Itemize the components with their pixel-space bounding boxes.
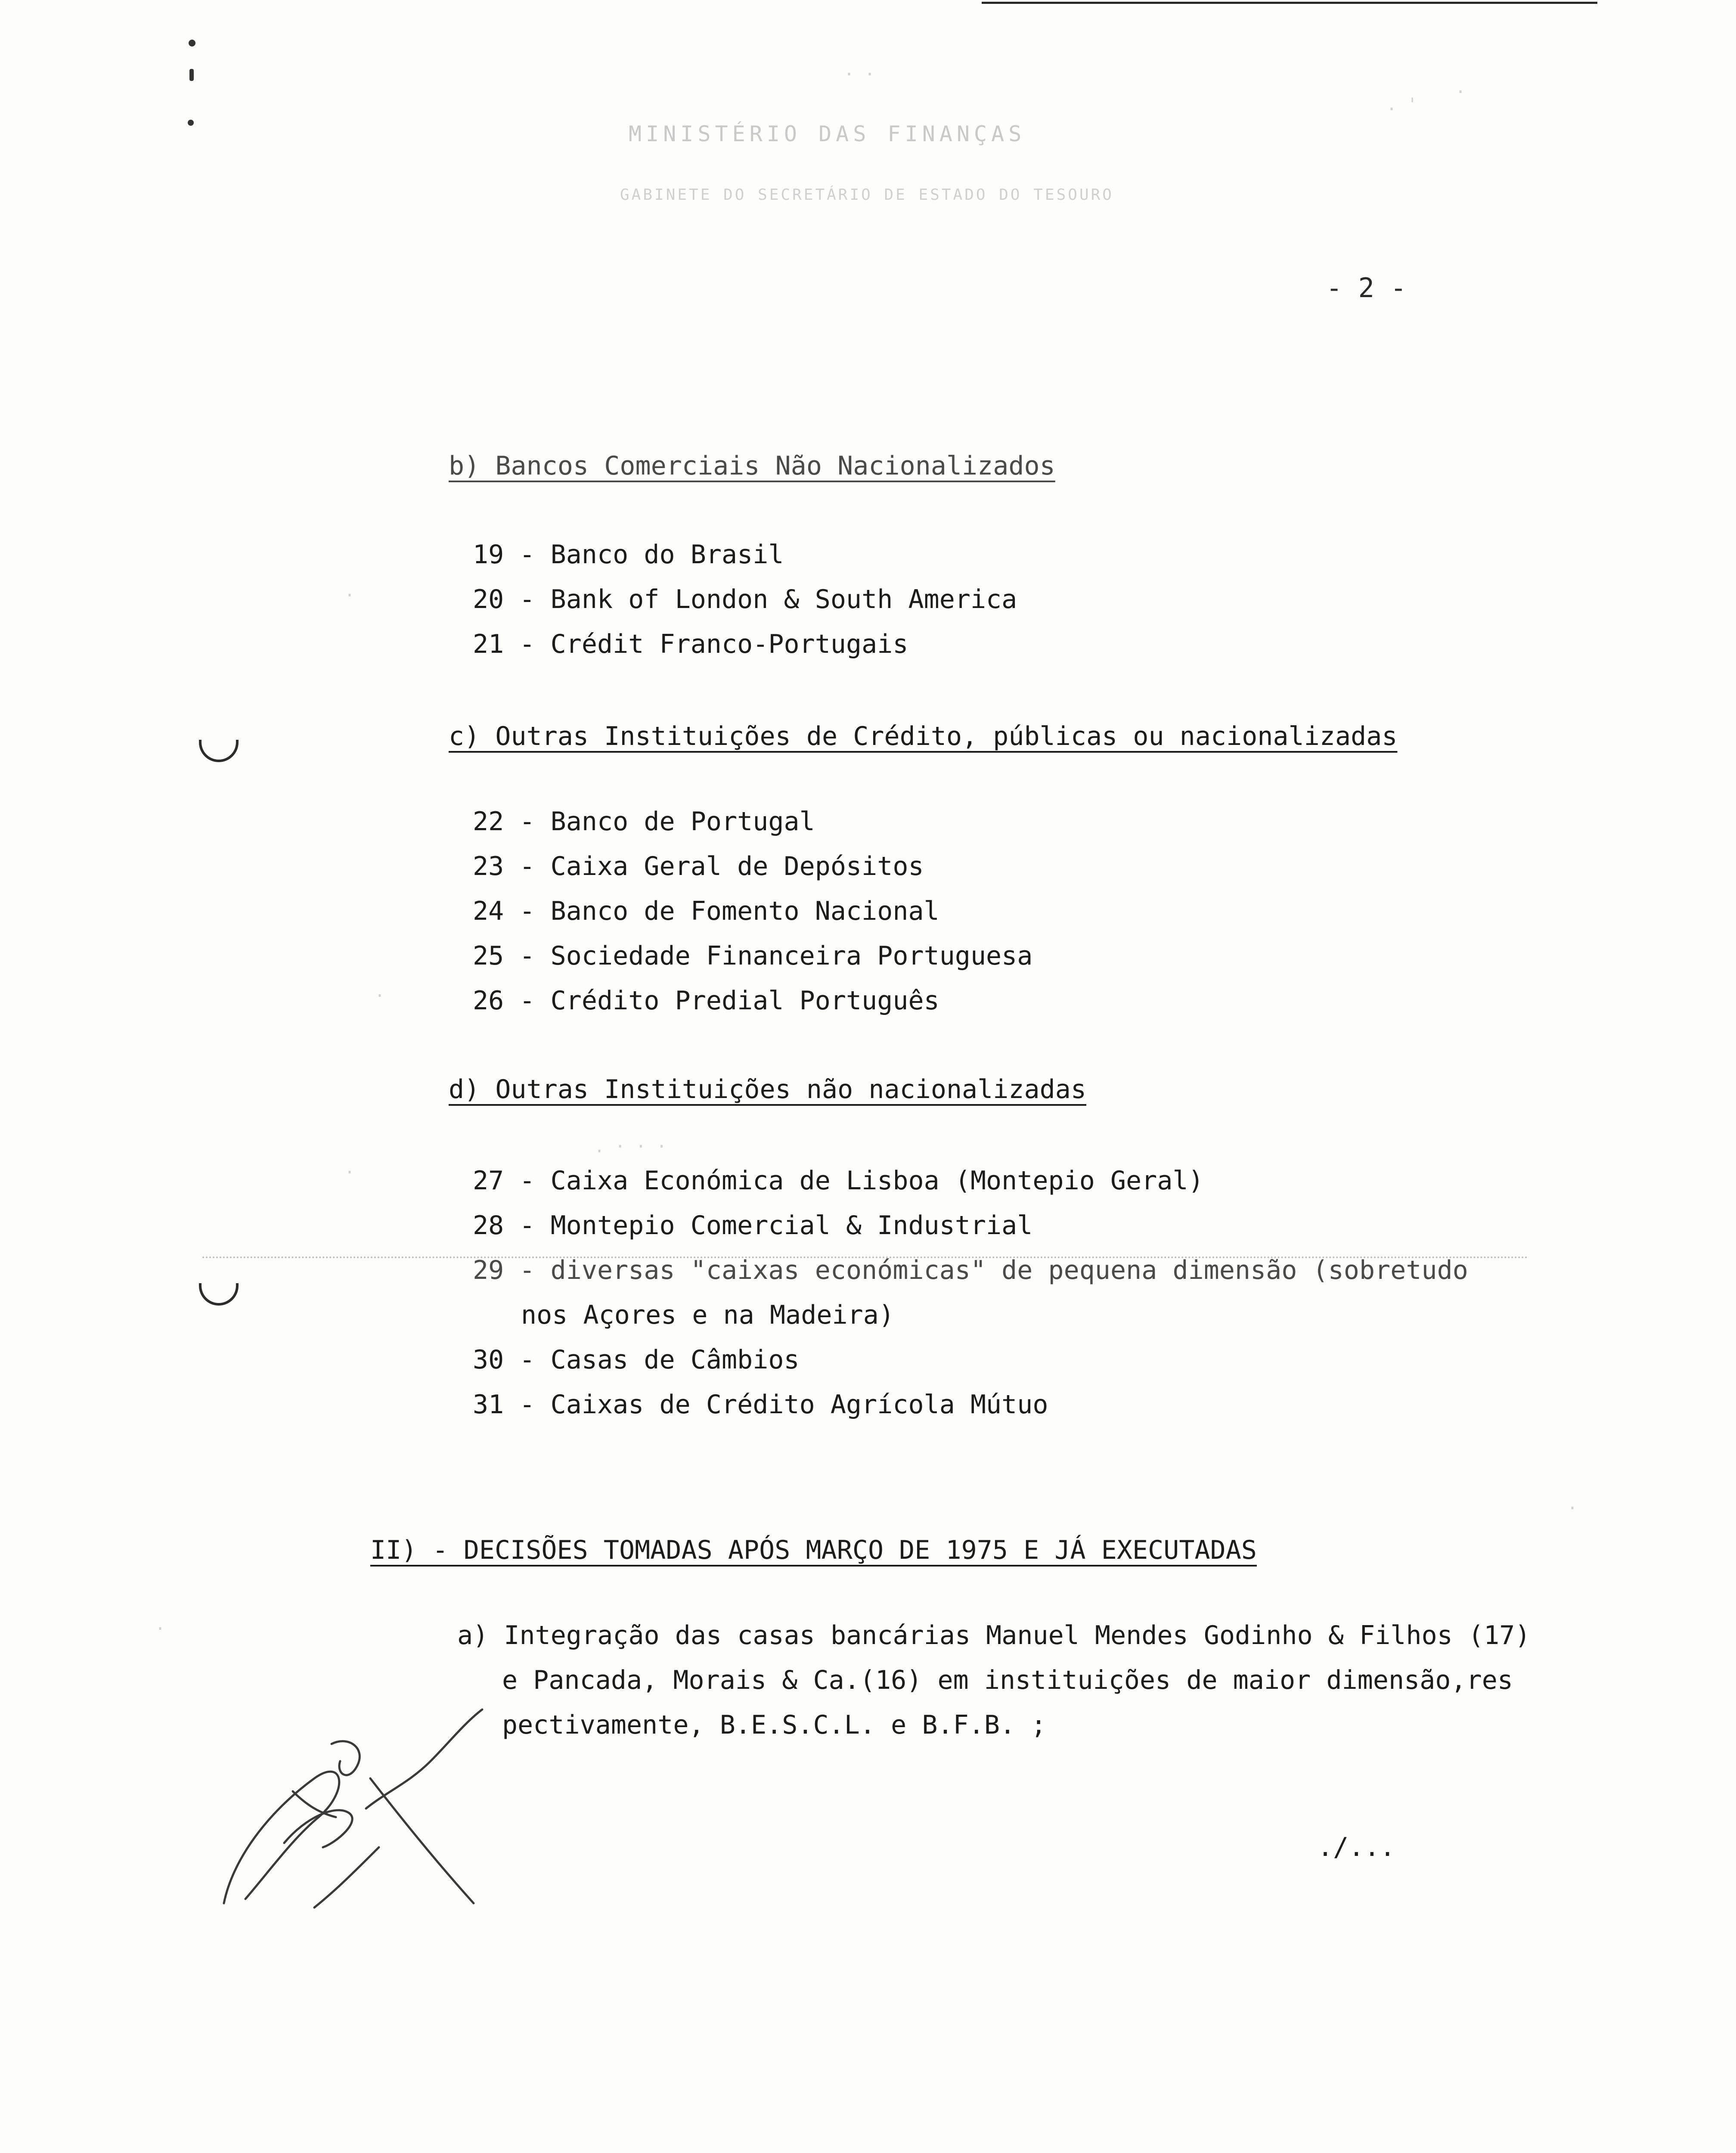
letterhead-subtitle: GABINETE DO SECRETÁRIO DE ESTADO DO TESOURO	[620, 186, 1114, 204]
margin-mark	[189, 40, 195, 47]
paragraph-line: pectivamente, B.E.S.C.L. e B.F.B. ;	[502, 1710, 1047, 1740]
scan-smudge: ·	[344, 1163, 355, 1182]
list-item: 22 - Banco de Portugal	[473, 807, 815, 837]
list-item-continuation: nos Açores e na Madeira)	[521, 1300, 894, 1330]
scan-smudge: ·	[344, 586, 355, 605]
scan-smudge: .	[1455, 78, 1466, 97]
list-item: 19 - Banco do Brasil	[473, 540, 784, 570]
section-d-heading: d) Outras Instituições não nacionalizadas	[449, 1074, 1087, 1104]
list-item: 27 - Caixa Económica de Lisboa (Montepio Geral)	[473, 1166, 1204, 1196]
page-number: - 2 -	[1326, 272, 1407, 304]
list-item: 25 - Sociedade Financeira Portuguesa	[473, 941, 1033, 971]
list-item: 31 - Caixas de Crédito Agrícola Mútuo	[473, 1390, 1048, 1420]
paragraph-line: e Pancada, Morais & Ca.(16) em instituições de maior dimensão,res	[502, 1665, 1513, 1695]
scan-smudge: . '	[1386, 95, 1418, 115]
punch-hole	[199, 1283, 239, 1306]
margin-mark	[189, 69, 194, 81]
scan-smudge: · ·	[844, 65, 875, 84]
section-c-heading: c) Outras Instituições de Crédito, públicas ou nacionalizadas	[449, 721, 1398, 751]
top-edge-rule	[982, 2, 1597, 4]
scan-smudge: ·	[1567, 1498, 1578, 1518]
margin-mark	[188, 120, 194, 126]
scan-smudge: . · · ·	[594, 1137, 667, 1157]
list-item: 29 - diversas "caixas económicas" de pequena dimensão (sobretudo	[473, 1255, 1468, 1285]
continuation-mark: ./...	[1318, 1832, 1395, 1862]
scan-smudge: ·	[375, 986, 385, 1006]
section-ii-heading: II) - DECISÕES TOMADAS APÓS MARÇO DE 1975 E JÁ EXECUTADAS	[370, 1535, 1257, 1565]
section-b-heading: b) Bancos Comerciais Não Nacionalizados	[449, 451, 1055, 481]
list-item: 20 - Bank of London & South America	[473, 584, 1017, 614]
list-item: 28 - Montepio Comercial & Industrial	[473, 1210, 1033, 1241]
paragraph-line: a) Integração das casas bancárias Manuel Mendes Godinho & Filhos (17)	[457, 1620, 1531, 1650]
list-item: 26 - Crédito Predial Português	[473, 986, 939, 1016]
list-item: 23 - Caixa Geral de Depósitos	[473, 851, 924, 881]
list-item: 30 - Casas de Câmbios	[473, 1345, 800, 1375]
handwritten-signature	[207, 1705, 499, 1929]
punch-hole	[199, 740, 239, 762]
list-item: 21 - Crédit Franco-Portugais	[473, 629, 908, 659]
scan-smudge: ·	[155, 1619, 166, 1639]
letterhead-ministry: MINISTÉRIO DAS FINANÇAS	[629, 121, 1026, 146]
list-item: 24 - Banco de Fomento Nacional	[473, 896, 939, 926]
